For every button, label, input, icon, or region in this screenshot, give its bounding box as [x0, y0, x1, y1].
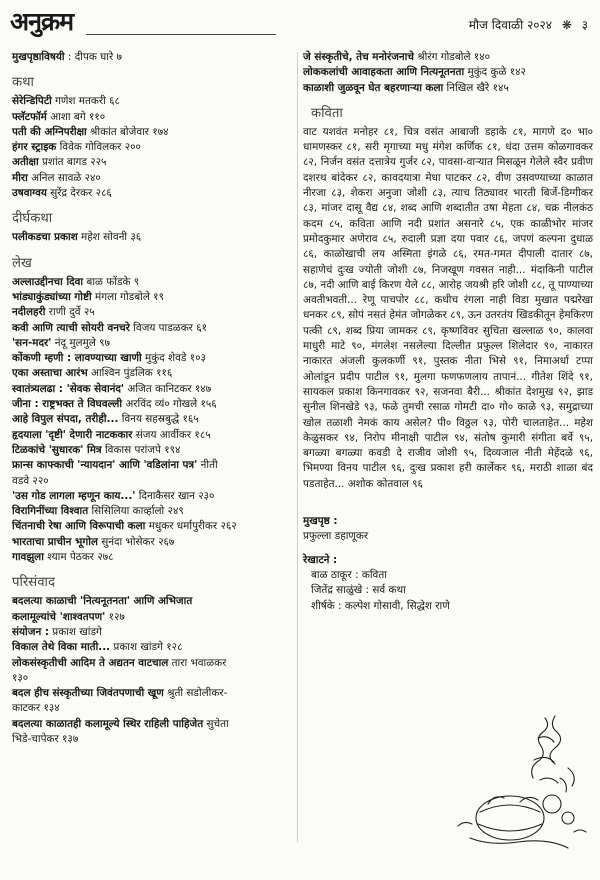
entry-title: फ्रान्स काफ्काची 'न्यायदान' आणि 'वडिलांना पत्र': [12, 459, 198, 472]
cover-artist: प्रफुल्ला डहाणूकर: [303, 530, 369, 543]
entry-author-page: अजित कानिटकर १४७: [124, 382, 212, 395]
entry-author-page: प्रकाश खांडगे: [49, 625, 102, 638]
entry-title: गावझुला: [12, 551, 44, 564]
right_top-entry: [303, 81, 593, 96]
entry-author-page: बाळ फोंडके ९: [83, 275, 140, 288]
parisanvad-entry: [12, 732, 290, 747]
entry-author-page: प्रकाश खांडगे १२८: [110, 641, 183, 654]
column-divider: [297, 52, 298, 842]
entry-title: विरागिनींच्या विश्वात: [12, 505, 89, 518]
entry-author-page: मंगला गोडबोले १९: [91, 290, 164, 303]
katha-entry: [12, 140, 290, 155]
ornament-icon: ❋: [561, 18, 572, 32]
lekh-entry: [12, 519, 290, 534]
parisanvad-entry: [12, 625, 290, 640]
lekh-entry: [12, 535, 290, 550]
entry-title: मीरा: [12, 171, 28, 184]
entry-title: नदीलहरी: [12, 306, 46, 319]
page-number: ३: [581, 18, 588, 32]
entry-title: अल्लाउद्दीनचा दिवा: [12, 275, 84, 288]
entry-author-page: नीती: [197, 459, 218, 472]
entry-author-page: श्रीकांत बोजेवार १७४: [86, 125, 169, 138]
entry-title: संयोजन :: [12, 625, 49, 638]
entry-title: जे संस्कृतीचे, तेच मनोरंजनाचे: [303, 51, 414, 63]
entry-title: हंगर स्ट्राइक: [12, 141, 57, 154]
entry-title: फ्लॅटफॉर्म: [12, 110, 47, 123]
entry-title: कोंकणी म्हणी : लावण्याच्या खाणी: [12, 352, 142, 365]
entry-title: जीना : राष्ट्रभक्त ते विघवल्ली: [12, 398, 123, 411]
sketch-heading: रेखाटने :: [303, 553, 338, 566]
entry-author-page: १२७: [105, 610, 125, 623]
lekh-entry: [12, 489, 290, 504]
entry-title: स्वातंत्र्यलढा : 'सेवक सेवानंद': [12, 382, 125, 395]
katha-entry: [12, 171, 290, 186]
entry-author-page: तारा भवाळकर: [168, 656, 227, 669]
decorative-sketch: [450, 708, 590, 858]
cover-heading: मुखपृष्ठ :: [303, 515, 338, 528]
parisanvad-entry: [12, 594, 290, 609]
page-header: [6, 4, 594, 44]
entry-author-page: विवेक गोविलकर २००: [56, 141, 141, 154]
entry-author-page: सुरेंद्र देरकर २८६: [46, 187, 112, 200]
entry-title: बदलत्या काळातही कलामूल्ये स्थिर राहिली पाहिजेत: [12, 717, 204, 730]
cover-about-label: मुखपृष्ठाविषयी: [12, 51, 65, 63]
lekh-entry: [12, 397, 290, 412]
lekh-entry: [12, 428, 290, 443]
entry-author-page: भिडे-चापेकर १३७: [12, 732, 79, 745]
entry-title: टिळकांचे 'सुधारक' मित्र: [12, 443, 102, 456]
sketch-credit-1: जितेंद्र साळुंखे : सर्व कथा: [311, 584, 406, 597]
entry-author-page: श्रीरंग गोडबोले १४०: [413, 51, 491, 63]
section-heading-parisanvad: परिसंवाद: [12, 575, 55, 591]
parisanvad-entry: [12, 686, 290, 701]
lekh-list: [12, 275, 290, 566]
sketch-credits: [303, 553, 593, 614]
entry-author-page: संजय आर्वीकर १८५: [132, 428, 211, 441]
entry-author-page: सिसिलिया कार्व्हालो २४९: [88, 505, 184, 518]
cover-about-line: [12, 50, 290, 65]
katha-entry: [12, 94, 290, 109]
cover-about-author: दीपक घारे ७: [74, 51, 122, 63]
entry-author-page: मुकुंद कुळे १४२: [464, 66, 526, 79]
entry-title: लोकसंस्कृतीची आदिम ते अद्यतन वाटचाल: [12, 656, 169, 669]
entry-title: 'सन-मदर': [12, 336, 52, 349]
entry-author-page: श्याम पेठकर २७८: [43, 551, 114, 564]
entry-author-page: विजय पाडळकर ६१: [129, 321, 208, 334]
section-heading-kavita: कविता: [311, 105, 343, 121]
dirghakatha-entry: [12, 230, 290, 245]
lekh-entry: [12, 351, 290, 366]
right_top-entry: [303, 50, 593, 65]
lekh-entry: [12, 290, 290, 305]
entry-author-page: मुकुंद शेवडे १०३: [141, 352, 206, 365]
lekh-entry: [12, 550, 290, 565]
lekh-entry: [12, 275, 290, 290]
right-column: [303, 50, 593, 614]
entry-author-page: नंदू मुलमुले ९७: [51, 336, 110, 349]
sketch-credit-2: शीर्षके : कल्पेश गोसावी, सिद्धेश राणे: [311, 599, 450, 612]
entry-title: 'उस गोड लागला म्हणून काय...': [12, 489, 136, 502]
publication-info: [463, 16, 588, 33]
magazine-title: मौज दिवाळी २०२४: [468, 18, 553, 32]
sketch-credit-0: बाळ ठाकूर : कविता: [311, 568, 387, 581]
entry-title: हृदयाला 'दृष्टी' देणारी नाटककार: [12, 428, 133, 441]
cover-credit: [303, 514, 593, 545]
right_top-entry: [303, 65, 593, 80]
entry-title: अतीक्षा: [12, 156, 39, 169]
contents-logo: अनुक्रम: [10, 7, 74, 36]
lekh-entry: [12, 305, 290, 320]
entry-title: भांड्याकुंड्यांच्या गोष्टी: [12, 290, 92, 303]
entry-author-page: १३०: [12, 671, 29, 684]
parisanvad-entry: [12, 701, 290, 716]
section-heading-katha: कथा: [12, 75, 34, 91]
lekh-entry: [12, 382, 290, 397]
entry-title: चिंतनाची रेषा आणि विरूपाची कला: [12, 520, 146, 533]
entry-author-page: आशा बगे ११०: [46, 110, 106, 123]
entry-title: बदल हीच संस्कृतीच्या जिवंतपणाची खूण: [12, 687, 164, 700]
entry-title: पती की अग्निपरीक्षा: [12, 125, 87, 138]
entry-author-page: दिनाकैसर खान २३०: [135, 489, 215, 502]
entry-author-page: श्रुती सडोलीकर-: [163, 687, 228, 700]
entry-title: काळाशी जुळवून घेत बहरणाऱ्या कला: [303, 81, 444, 94]
parisanvad-entry: [12, 717, 290, 732]
katha-entry: [12, 155, 290, 170]
entry-author-page: प्रशांत बागड २२५: [38, 156, 107, 169]
lekh-entry: [12, 321, 290, 336]
katha-list: [12, 94, 290, 201]
entry-title: एका अस्ताचा आरंभ: [12, 367, 88, 380]
lekh-entry: [12, 458, 290, 473]
entry-author-page: काटकर १३४: [12, 702, 60, 715]
parisanvad-entry: [12, 610, 290, 625]
entry-author-page: अनिल सावळे २४०: [27, 171, 101, 184]
left-column: [12, 50, 290, 747]
lekh-entry: [12, 504, 290, 519]
entry-title: विकाल तेथे विका माती...: [12, 641, 111, 654]
entry-title: पलीकडचा प्रकाश: [12, 231, 78, 244]
entry-author-page: अरविंद व्यं० गोखले १५६: [122, 398, 217, 411]
lekh-entry: [12, 474, 290, 489]
dirghakatha-list: [12, 230, 290, 245]
entry-author-page: विनय सहस्रबुद्धे १६५: [118, 413, 199, 426]
parisanvad-entry: [12, 640, 290, 655]
kavita-list: वाट यशवंत मनोहर ८१, चित्र वसंत आबाजी डहाके ८१, मागणे द० भा० धामणस्कर ८१, सरी मृगाच्या मधु मंगेश कर्णिक ८१, धंदा उत्तम कोळगावकर ८२, निर्जन वसंत दत्तात्रेय गुर्जर ८२, पावसा-वाऱ्यात मिसळून गेलेले स्वैर प्रवीण दशरथ बांदेकर ८२, कावदयात्रा मेधा पाटकर ८२, वीण उसवण्याच्या काळात नीरजा ८३, शेकरा अनुजा जोशी ८३, त्याच तिठ्यावर भारती बिर्जे-डिग्गीकर ८३, मांजर दासू वैद्य ८४, शब्द आणि शब्दातीत उषा मेहता ८४, चक्र नीलकंठ कदम ८५, कविता आणि नदी प्रशांत असनारे ८५, एक काळीभोर मांजर प्रमोदकुमार अणेराव ८५, रुदाली प्रज्ञा दया पवार ८६, जपणं कल्पना दुधाळ ८६, काळोखाची लय अस्मिता इंगळे ८६, रमत-गमत दीपाली दातार ८७, सहाणेचं दुःख ज्योती जोशी ८७, निजखूण गवसत नाही... मंदाकिनी पाटील ८७, नदी आणि बाई किरण येले ८८, आरोह जयश्री हरि जोशी ८८, तू पाण्याच्या अवतीभवती... रेणू पाचपोर ८८, कधीच रंगला नाही विडा मुखात पद्मरेखा धनकर ८९, सोपं नसतं हेमंत जोगळेकर ८९, ऊन उतरतंय खिडकीतून हेमकिरण पत्की ८९, शब्द प्रिया जामकर ८९, कृष्णविवर सुचिता खल्लाळ ९०, कालवा माधुरी माटे ९०, मंगलेश नसलेल्या दिल्लीत प्रफुल्ल शिलेदार ९०, नाकारत नाकारत अंजली कुलकर्णी ९१, पुस्तक नीता भिसे ९१, निमाअर्धा टप्पा ओलांडून प्रदीप पाटील ९१, मुलगा फणफणलाय तापानं... गीतेश शिंदे ९१, सायकल प्रकाश किनगावकर ९२, सजनवा बैरी... श्रीकांत देशमुख ९२, झाड सुनील शिनखेडे ९३, फळे तुमची रसाळ गोमटी दा० गो० काळे ९३, समुद्राच्या खोल तळाशी नेमकं काय असेल? पी० विठ्ठल ९३, पोरी चालताहेत... महेश केळुसकर ९४, निरोप मीनाक्षी पाटील ९४, संतोष कुमारी संगीता बर्वे ९५, बगळ्या बगळ्या कवडी दे राजीव जोशी ९५, दिव्यजाल नीती मेहेंदळे ९६, भिमण्या विनय पाटील ९६, दुःख प्रकाश हरी कार्लेकर ९६, मराठी शाळा बंद पडताहेत... अशोक कोतवाल ९६: [303, 125, 593, 490]
entry-title: कलामूल्यांचे 'शाश्वतपण': [12, 610, 106, 623]
entry-author-page: सुनंदा भोसेकर २६७: [97, 535, 175, 548]
lekh-entry: [12, 443, 290, 458]
entry-author-page: मधुकर धर्मापुरीकर २६२: [145, 520, 237, 533]
lekh-entry: [12, 412, 290, 427]
entry-title: सेरेन्डिपिटी: [12, 95, 52, 108]
entry-author-page: राणी दुर्वे २५: [45, 306, 95, 319]
section-heading-dirghakatha: दीर्घकथा: [12, 211, 53, 227]
katha-entry: [12, 125, 290, 140]
lekh-entry: [12, 366, 290, 381]
entry-author-page: निखिल खैरे १४५: [443, 81, 509, 94]
entry-title: लोककलांची आवाहकता आणि नित्यनूतनता: [303, 66, 465, 79]
entry-title: कवी आणि त्याची सोयरी वनचरे: [12, 321, 130, 334]
entry-author-page: वडवे २२०: [12, 474, 49, 487]
parisanvad-entry: [12, 671, 290, 686]
entry-title: उषवाग्वय: [12, 187, 47, 200]
parisanvad-continued-list: [303, 50, 593, 96]
parisanvad-list: [12, 594, 290, 747]
lekh-entry: [12, 336, 290, 351]
entry-author-page: महेश सोवनी ३६: [77, 231, 142, 244]
section-heading-lekh: लेख: [12, 255, 32, 271]
cover-about-sep: :: [64, 51, 75, 63]
entry-title: बदलत्या काळाची 'नित्यनूतनता' आणि अभिजात: [12, 595, 193, 608]
entry-title: भारताचा प्राचीन भूगोल: [12, 535, 98, 548]
katha-entry: [12, 186, 290, 201]
katha-entry: [12, 110, 290, 125]
entry-author-page: आश्विन पुंडलिक ११६: [87, 367, 173, 380]
header-rule: [86, 34, 276, 35]
parisanvad-entry: [12, 656, 290, 671]
entry-title: आहे विपुल संपदा, तरीही...: [12, 413, 119, 426]
entry-author-page: विकास परांजपे १९४: [101, 443, 181, 456]
entry-author-page: गणेश मतकरी ६८: [51, 95, 120, 108]
entry-author-page: सुचेता: [203, 717, 229, 730]
